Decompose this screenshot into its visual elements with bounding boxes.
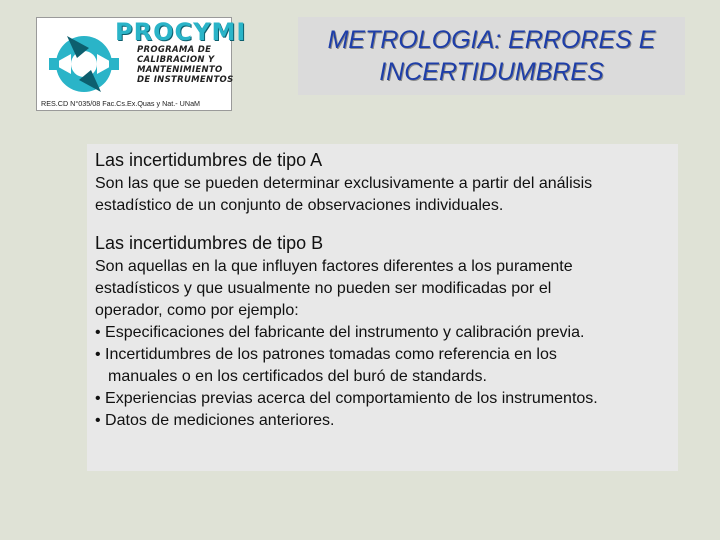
logo-line: PROGRAMA DE [137,45,212,55]
slide-title [298,17,685,95]
title-line-1: METROLOGIA: ERRORES E [327,26,656,54]
logo-subtitle [137,45,234,85]
logo-brand-text: PROCYMI [115,18,247,46]
logo-line: CALIBRACION Y [137,55,215,65]
logo-line: MANTENIMIENTO [137,65,223,75]
bullet-text: • Experiencias previas acerca del comportamiento de los instrumentos. [95,390,598,407]
content-panel [87,144,678,471]
bullet-continuation: manuales o en los certificados del buró de standards. [108,368,487,385]
type-b-line: estadísticos y que usualmente no pueden ser modificadas por el [95,280,552,297]
type-a-line: estadístico de un conjunto de observaciones individuales. [95,197,504,214]
bullet-text: • Datos de mediciones anteriores. [95,412,335,429]
type-b-heading: Las incertidumbres de tipo B [95,233,324,253]
bullet-text: • Incertidumbres de los patrones tomadas como referencia en los [95,346,557,363]
bullet-item [95,388,670,410]
bullet-item [95,322,670,344]
title-line-2: INCERTIDUMBRES [379,58,604,86]
logo-resolution-text: RES.CD N°035/08 Fac.Cs.Ex.Quas y Nat.- UNaM [41,99,201,108]
type-b-line: Son aquellas en la que influyen factores diferentes a los puramente [95,258,573,275]
type-b-line: operador, como por ejemplo: [95,302,299,319]
procymi-logo [36,17,247,111]
spacer [95,217,670,231]
bullet-item [95,344,670,388]
type-a-heading: Las incertidumbres de tipo A [95,150,323,170]
logo-line: DE INSTRUMENTOS [137,75,234,85]
type-a-line: Son las que se pueden determinar exclusivamente a partir del análisis [95,175,593,192]
bullet-item [95,410,670,432]
bullet-text: • Especificaciones del fabricante del instrumento y calibración previa. [95,324,585,341]
